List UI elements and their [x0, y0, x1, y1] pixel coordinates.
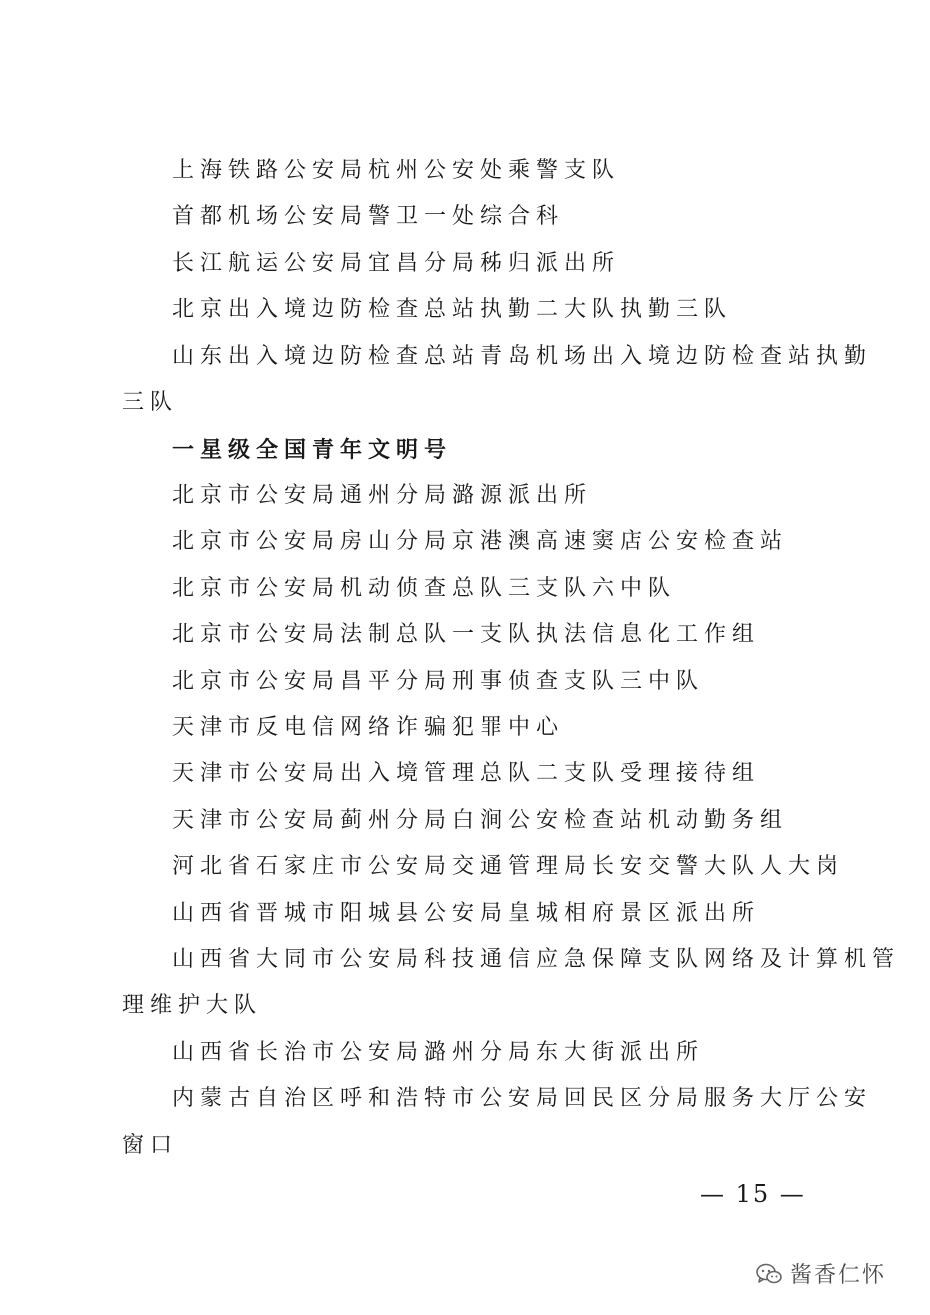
list-item: 上海铁路公安局杭州公安处乘警支队	[172, 158, 621, 183]
list-item: 北京市公安局通州分局潞源派出所	[172, 483, 593, 508]
list-item-continuation: 三队	[122, 390, 179, 415]
wechat-icon	[756, 1263, 782, 1285]
list-item: 山东出入境边防检查总站青岛机场出入境边防检查站执勤	[172, 344, 873, 369]
list-item: 首都机场公安局警卫一处综合科	[172, 204, 565, 229]
list-item: 河北省石家庄市公安局交通管理局长安交警大队人大岗	[172, 854, 845, 879]
list-item: 山西省大同市公安局科技通信应急保障支队网络及计算机管	[172, 947, 901, 972]
watermark	[756, 1258, 886, 1289]
list-item: 山西省长治市公安局潞州分局东大街派出所	[172, 1040, 705, 1065]
list-item-continuation: 窗口	[122, 1133, 179, 1158]
list-item: 北京市公安局房山分局京港澳高速窦店公安检查站	[172, 529, 789, 554]
list-item: 天津市公安局蓟州分局白涧公安检查站机动勤务组	[172, 808, 789, 833]
list-item: 北京市公安局机动侦查总队三支队六中队	[172, 576, 677, 601]
list-item: 北京市公安局法制总队一支队执法信息化工作组	[172, 622, 761, 647]
section-heading: 一星级全国青年文明号	[172, 437, 453, 463]
list-item: 北京出入境边防检查总站执勤二大队执勤三队	[172, 297, 733, 322]
list-item: 北京市公安局昌平分局刑事侦查支队三中队	[172, 669, 705, 694]
list-item: 内蒙古自治区呼和浩特市公安局回民区分局服务大厅公安	[172, 1086, 873, 1111]
list-item: 天津市公安局出入境管理总队二支队受理接待组	[172, 761, 761, 786]
list-item: 天津市反电信网络诈骗犯罪中心	[172, 715, 565, 740]
list-item: 长江航运公安局宜昌分局秭归派出所	[172, 251, 621, 276]
list-item-continuation: 理维护大队	[122, 993, 263, 1018]
page-number: — 15 —	[700, 1180, 806, 1208]
list-item: 山西省晋城市阳城县公安局皇城相府景区派出所	[172, 901, 761, 926]
watermark-text: 酱香仁怀	[790, 1263, 887, 1288]
